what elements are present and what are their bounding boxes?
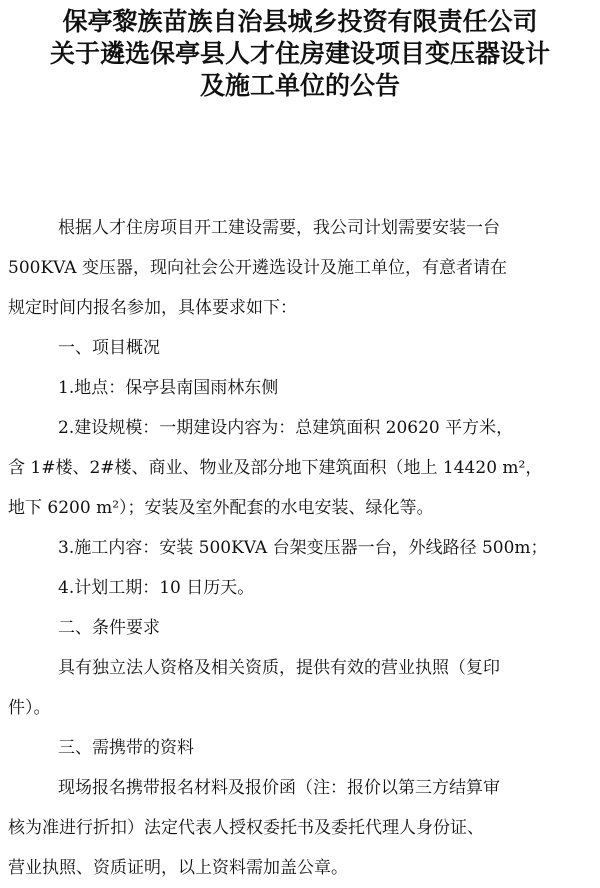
text-line: 核为准进行折扣）法定代表人授权委托书及委托代理人身份证、	[8, 818, 484, 838]
section-heading: 一、项目概况	[58, 338, 160, 358]
text-line: 营业执照、资质证明，以上资料需加盖公章。	[8, 858, 348, 878]
section-heading-materials	[0, 728, 600, 768]
text-line: 含 1#楼、2#楼、商业、物业及部分地下建筑面积（地上 14420 m²，	[8, 458, 543, 478]
title-line: 保亭黎族苗族自治县城乡投资有限责任公司	[62, 7, 538, 36]
item-location	[0, 368, 600, 408]
text-line: 件）。	[8, 698, 51, 718]
title-line: 关于遴选保亭县人才住房建设项目变压器设计	[49, 39, 550, 68]
text-line: 4.计划工期：10 日历天。	[58, 578, 255, 598]
item-construction-scale	[0, 408, 600, 528]
text-line: 根据人才住房项目开工建设需要，我公司计划需要安装一台	[58, 218, 500, 238]
text-line: 具有独立法人资格及相关资质，提供有效的营业执照（复印	[58, 658, 500, 678]
section-heading: 三、需携带的资料	[58, 738, 194, 758]
announcement-body	[0, 208, 600, 888]
title-line: 及施工单位的公告	[199, 71, 400, 100]
text-line: 现场报名携带报名材料及报价函（注：报价以第三方结算审	[58, 778, 500, 798]
announcement-title	[0, 0, 600, 102]
text-line: 1.地点：保亭县南国雨林东侧	[58, 378, 279, 398]
text-line: 500KVA 变压器，现向社会公开遴选设计及施工单位，有意者请在	[8, 258, 507, 278]
text-line: 规定时间内报名参加，具体要求如下：	[8, 298, 297, 318]
section-heading: 二、条件要求	[58, 618, 160, 638]
item-schedule	[0, 568, 600, 608]
section-heading-requirements	[0, 608, 600, 648]
requirements-paragraph	[0, 648, 600, 728]
item-construction-content	[0, 528, 600, 568]
text-line: 3.施工内容：安装 500KVA 台架变压器一台，外线路径 500m；	[58, 538, 548, 558]
intro-paragraph	[0, 208, 600, 328]
text-line: 地下 6200 m²）；安装及室外配套的水电安装、绿化等。	[8, 498, 434, 518]
section-heading-project-overview	[0, 328, 600, 368]
text-line: 2.建设规模：一期建设内容为：总建筑面积 20620 平方米，	[58, 418, 514, 438]
materials-paragraph	[0, 768, 600, 888]
